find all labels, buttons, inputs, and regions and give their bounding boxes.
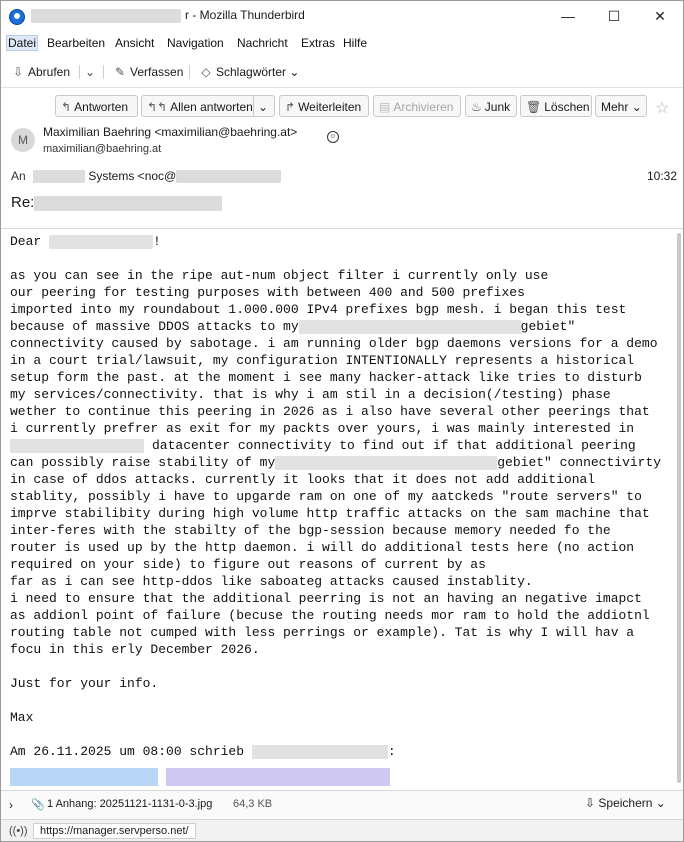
tag-icon: ◇: [201, 65, 211, 79]
status-bar: [1, 819, 683, 842]
reply-button[interactable]: [55, 95, 138, 117]
redacted-text: [275, 456, 497, 470]
greeting-end: !: [153, 234, 161, 249]
to-label: An: [11, 169, 26, 183]
fire-icon: ♨: [471, 100, 482, 114]
compose-label: Verfassen: [130, 65, 184, 79]
redacted-recipient: [33, 170, 85, 183]
body-line: [10, 437, 676, 454]
body-line: inter-feres with the stabilty of the bgp-session because memory needed fo the: [10, 523, 611, 538]
body-line: [10, 692, 676, 709]
body-line: setup form the past. at the moment i see many hacker-attack like tries to disturb: [10, 370, 642, 385]
archive-button[interactable]: [373, 95, 461, 117]
body-line: focu in this erly December 2026.: [10, 642, 260, 657]
archive-icon: ▤: [379, 100, 391, 114]
body-line: Just for your info.: [10, 676, 159, 691]
body-line: in a court trial/lawsuit, my configuration INTENTIONALLY represents a historical: [10, 353, 635, 368]
maximize-button[interactable]: ☐: [607, 8, 621, 24]
receive-label: Abrufen: [28, 65, 71, 79]
tags-button[interactable]: [199, 62, 299, 82]
menu-bar: [1, 32, 683, 52]
body-line: [10, 318, 676, 335]
toolbar-divider: [79, 65, 80, 79]
quoted-text-redacted: [10, 768, 158, 786]
paperclip-icon: 📎: [31, 799, 45, 811]
chevron-down-icon: ⌄: [631, 100, 642, 114]
from-field[interactable]: Maximilian Baehring <maximilian@baehring.at>: [43, 125, 298, 139]
redacted-recipient: [176, 170, 281, 183]
body-text: gebiet" connectivirty: [497, 455, 662, 470]
redacted-name: [49, 235, 153, 249]
body-line: [10, 743, 676, 760]
scrollbar-thumb[interactable]: [677, 233, 681, 783]
thunderbird-logo-icon: [9, 9, 25, 25]
reply-label: Antworten: [74, 100, 129, 114]
pencil-icon: ✎: [114, 65, 126, 79]
menu-navigation[interactable]: Navigation: [167, 36, 224, 50]
body-line: [10, 233, 676, 250]
body-line: router is used up by the http daemon. i will do additional tests here (no action: [10, 540, 635, 555]
redacted-sender: [252, 745, 388, 759]
menu-hilfe[interactable]: Hilfe: [343, 36, 368, 50]
body-line: wether to continue this peering in 2026 as i also have several other peerings that: [10, 404, 650, 419]
chevron-down-icon: ⌄: [655, 796, 666, 810]
toolbar-divider: [103, 65, 104, 79]
quoted-text-redacted: [166, 768, 390, 786]
body-line: imported into my roundabout 1.000.000 IPv4 prefixes bgp mesh. i began this test: [10, 302, 627, 317]
reply-all-label: Allen antworten: [170, 100, 253, 114]
body-line: as addionl point of failure (becuse the routing needs mor ram to hold the addiotnl: [10, 608, 650, 623]
body-line: our peering for testing purposes with between 400 and 500 prefixes: [10, 285, 525, 300]
toolbar-divider: [189, 65, 190, 79]
menu-datei[interactable]: Datei: [8, 36, 37, 50]
body-line: required on your side) to figure out reasons of current by as: [10, 557, 486, 572]
from-address: maximilian@baehring.at: [43, 143, 162, 155]
download-icon: ⇩: [12, 65, 24, 79]
close-button[interactable]: ✕: [654, 8, 666, 24]
attachment-bar: [1, 790, 683, 819]
reply-all-button[interactable]: [141, 95, 253, 117]
quote-header-end: :: [387, 744, 396, 759]
header-divider: [1, 228, 683, 229]
receive-dropdown-icon[interactable]: ⌄: [85, 65, 96, 79]
download-icon: ⇩: [585, 796, 596, 810]
body-line: [10, 250, 676, 267]
delete-label: Löschen: [544, 100, 590, 114]
body-line: [10, 726, 676, 743]
activity-icon[interactable]: ((•)): [9, 825, 28, 837]
body-line: routing table not cumped with less perrings or example). Tat is why I will hav a: [10, 625, 635, 640]
redacted-title: [31, 9, 181, 23]
redacted-text: [299, 320, 521, 334]
archive-label: Archivieren: [393, 100, 454, 114]
reply-all-dropdown-icon[interactable]: ⌄: [253, 95, 275, 117]
menu-nachricht[interactable]: Nachricht: [237, 36, 288, 50]
trash-icon: 🗑: [526, 100, 542, 114]
status-url: https://manager.servperso.net/: [33, 823, 196, 839]
more-button[interactable]: [595, 95, 647, 117]
window-title: [31, 8, 305, 23]
chevron-down-icon: ⌄: [289, 65, 300, 79]
message-body[interactable]: [10, 233, 676, 785]
body-text: gebiet": [520, 319, 576, 334]
body-text: datacenter connectivity to find out if that additional peering: [152, 438, 636, 453]
body-line: [10, 454, 676, 471]
junk-button[interactable]: [465, 95, 517, 117]
body-line: my services/connectivity. that is why i am stil in a decision(/testing) phase: [10, 387, 611, 402]
star-icon[interactable]: ☆: [655, 100, 670, 117]
subject: [11, 194, 222, 211]
receive-button[interactable]: [11, 62, 70, 82]
body-text: because of massive DDOS attacks to my: [10, 319, 299, 334]
body-line: in case of ddos attacks. currently it looks that it does not add additional: [10, 472, 596, 487]
save-button[interactable]: [585, 796, 666, 810]
title-bar: [1, 1, 683, 31]
menu-bearbeiten[interactable]: Bearbeiten: [47, 36, 106, 50]
redacted-subject: [34, 196, 222, 211]
body-text: can possibly raise stability of my: [10, 455, 276, 470]
to-visible-text: Systems <noc@: [88, 169, 177, 183]
forward-icon: ↱: [285, 100, 296, 114]
to-field[interactable]: [33, 169, 281, 183]
forward-label: Weiterleiten: [298, 100, 362, 114]
body-line: Max: [10, 710, 34, 725]
body-line: stablity, possibly i have to upgarde ram on one of my aatckeds "route servers" to: [10, 489, 642, 504]
attachment-label[interactable]: 1 Anhang: 20251121-1131-0-3.jpg: [47, 798, 213, 810]
body-line: [10, 658, 676, 675]
subject-prefix: Re:: [11, 194, 35, 211]
body-line: imprve stabilibity during high volume http traffic attacks on the sam machine that: [10, 506, 650, 521]
scrollbar[interactable]: [676, 233, 682, 783]
body-line: connectivity caused by sabotage. i am running older bgp daemons versions for a demo: [10, 336, 658, 351]
message-action-bar: [1, 95, 683, 121]
more-label: Mehr: [601, 100, 629, 114]
body-line: i need to ensure that the additional peerring is not an having an negative imapct: [10, 591, 642, 606]
tags-label: Schlagwörter: [216, 65, 287, 79]
message-time: 10:32: [647, 169, 678, 183]
window-title-text: r - Mozilla Thunderbird: [185, 8, 305, 22]
menu-extras[interactable]: Extras: [301, 36, 336, 50]
chevron-right-icon[interactable]: ›: [9, 798, 13, 812]
minimize-button[interactable]: —: [561, 8, 575, 24]
save-label: Speichern: [598, 796, 653, 810]
redacted-text: [10, 439, 144, 453]
delete-button[interactable]: [520, 95, 592, 117]
compose-button[interactable]: [113, 62, 183, 82]
greeting: Dear: [10, 234, 50, 249]
forward-button[interactable]: [279, 95, 369, 117]
reply-icon: ↰: [61, 100, 72, 114]
body-line: as you can see in the ripe aut-num object filter i currently only use: [10, 268, 549, 283]
body-line: i currently prefrer as exit for my packts over yours, i was mainly interested in: [10, 421, 635, 436]
contact-icon[interactable]: ☺: [327, 131, 339, 143]
avatar: M: [11, 128, 35, 152]
main-toolbar: [1, 57, 683, 88]
junk-label: Junk: [484, 100, 511, 114]
menu-ansicht[interactable]: Ansicht: [115, 36, 155, 50]
attachment-size: 64,3 KB: [233, 798, 273, 810]
reply-all-icon: ↰↰: [147, 100, 168, 114]
body-line: far as i can see http-ddos like saboateg attacks caused instablity.: [10, 574, 533, 589]
quote-header: Am 26.11.2025 um 08:00 schrieb: [10, 744, 252, 759]
